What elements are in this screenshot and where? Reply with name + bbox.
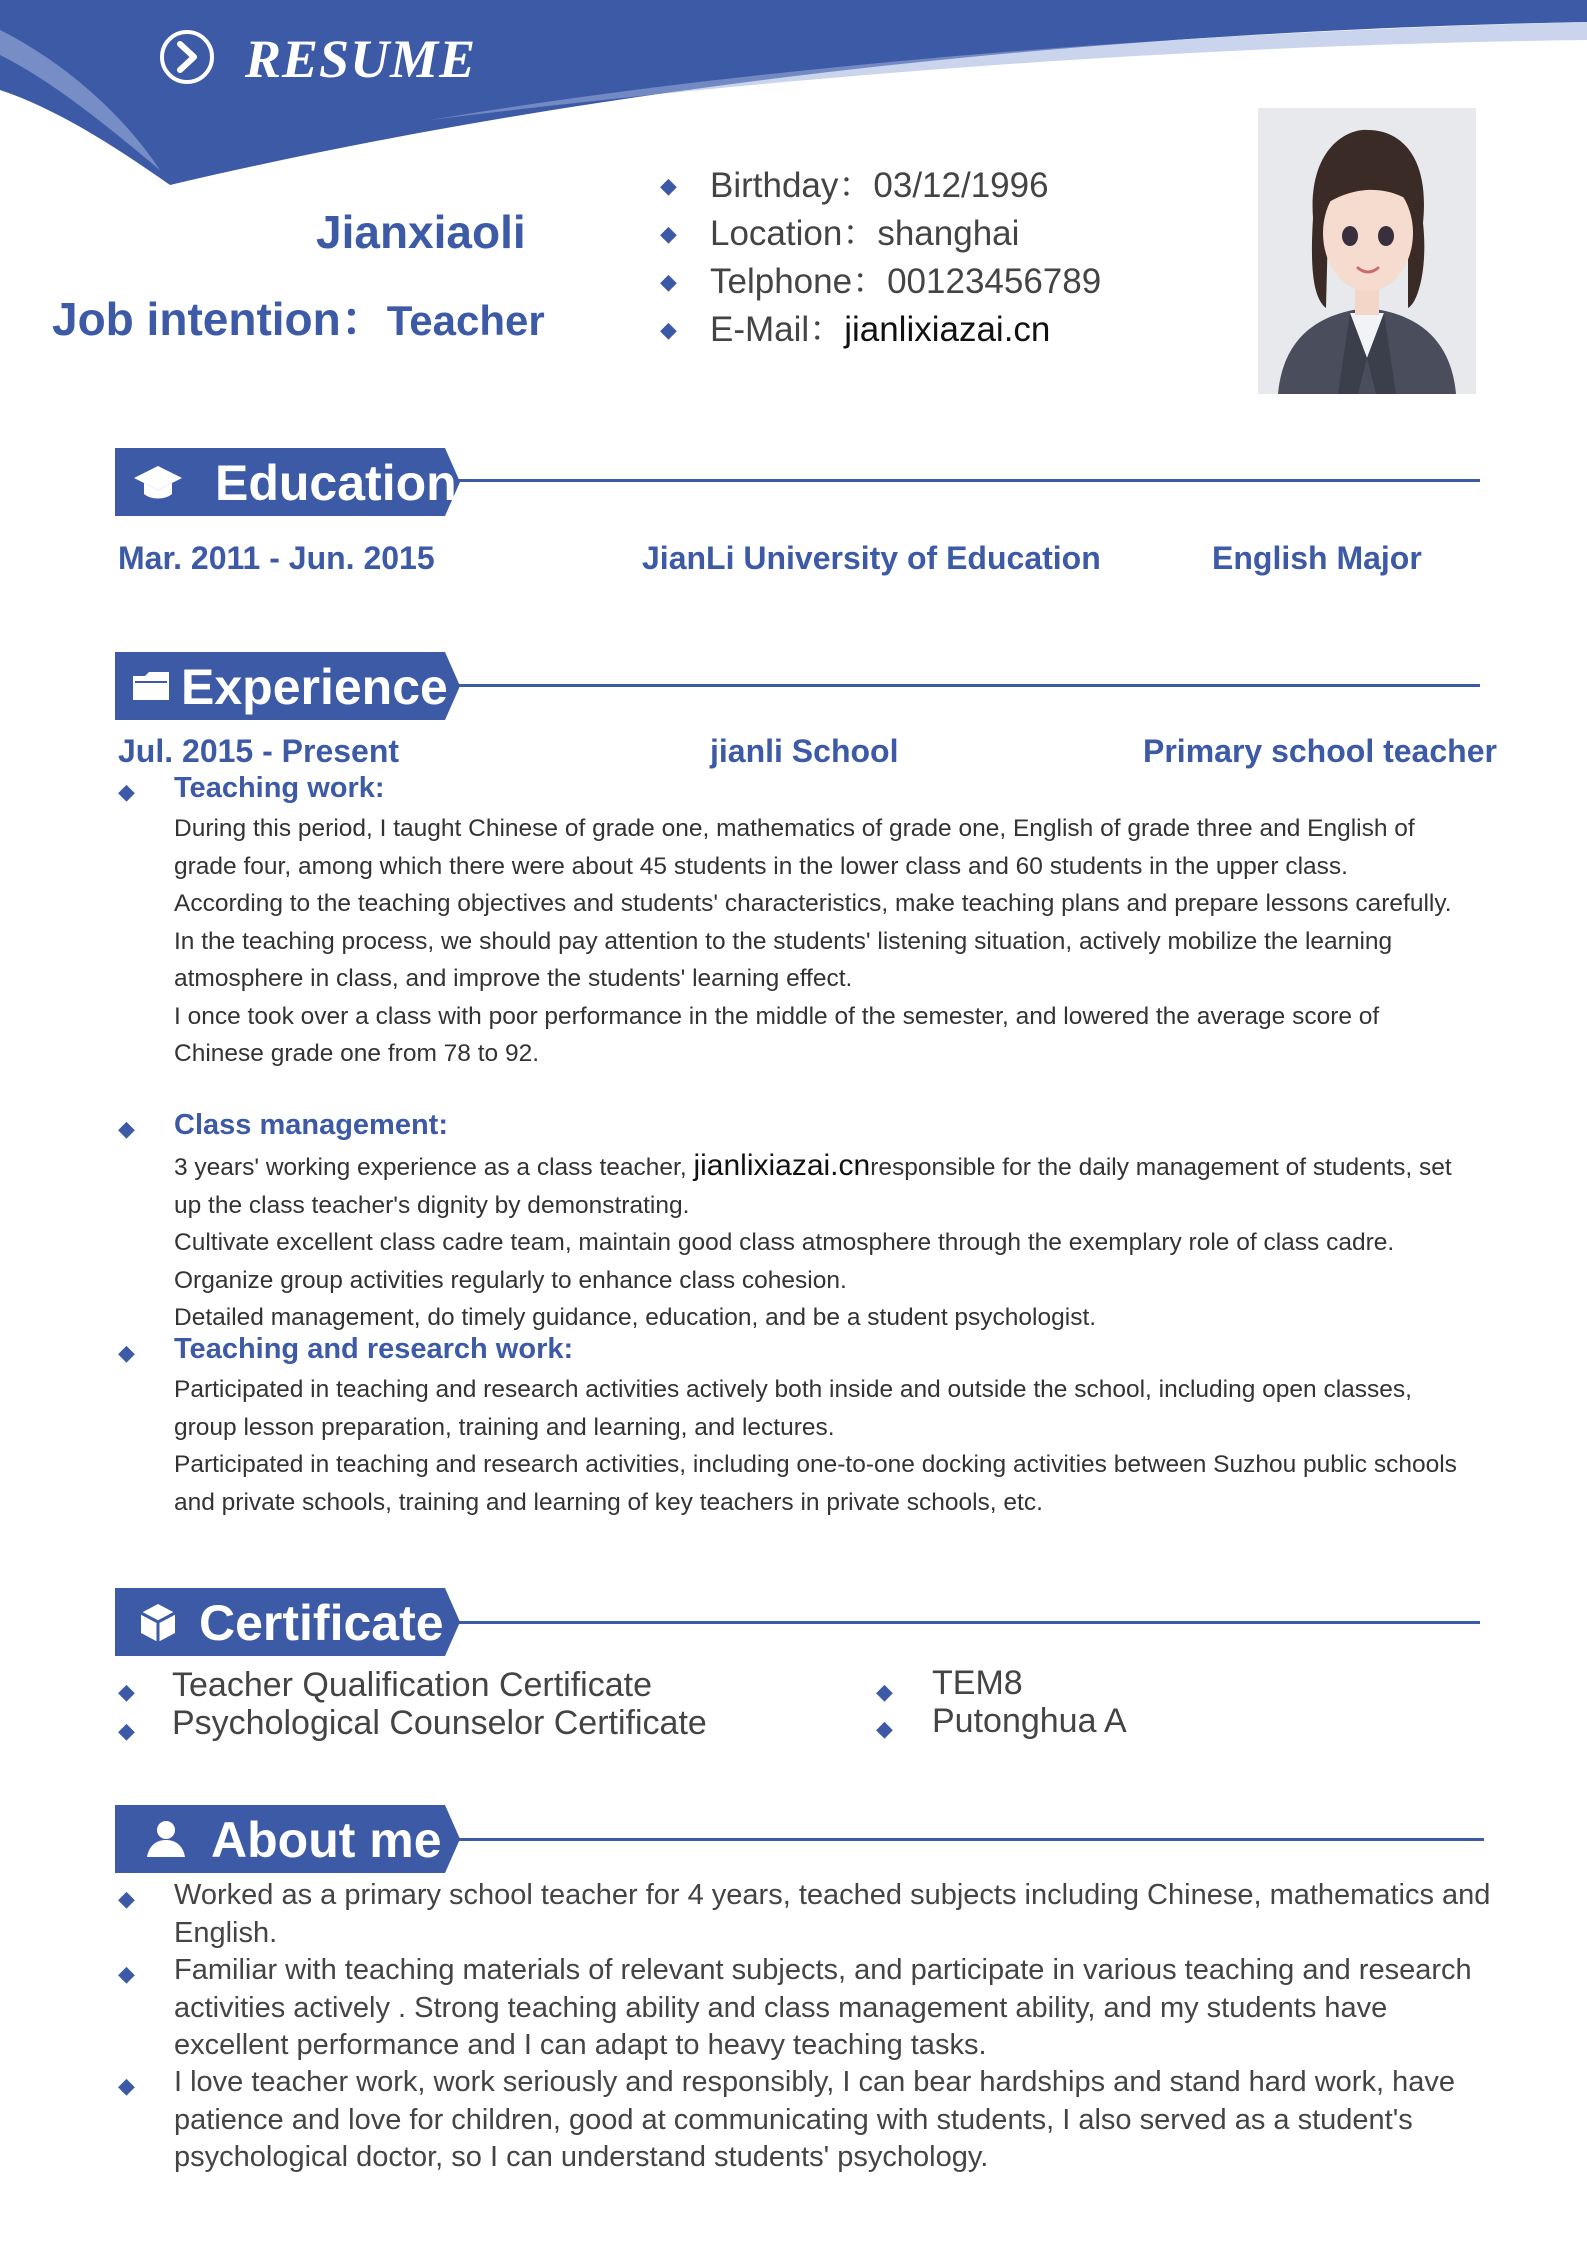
contact-info-list [656,162,1101,354]
diamond-bullet-icon: ◆ [660,221,677,246]
resume-title: RESUME [245,29,477,89]
diamond-bullet-icon: ◆ [118,1340,135,1365]
diamond-bullet-icon: ◆ [118,1718,135,1743]
text-line: In the teaching process, we should pay attention to the students' listening situation, actively mobilize the learning atmosphere in class, and improve the students' learning effect. [174,927,1393,992]
teaching-work-heading: Teaching work: [174,772,385,804]
text-fragment: 3 years' working experience as a class teacher, [174,1154,694,1181]
teaching-work-text [174,810,1474,1073]
info-location [656,210,1101,258]
info-label: Telphone： [710,262,888,301]
section-title: About me [211,1812,442,1868]
site-mark-text: jianlixiazai.cn [693,1149,871,1182]
diamond-bullet-icon: ◆ [876,1679,893,1704]
about-item: Worked as a primary school teacher for 4 years, teached subjects including Chinese, mathematics and English. [174,1879,1491,1949]
info-value: 00123456789 [887,262,1102,301]
text-line: I once took over a class with poor performance in the middle of the semester, and lowered the average score of Chinese grade one from 78 to 92. [174,1002,1380,1067]
certificate-item: Putonghua A [932,1702,1127,1740]
about-item: Familiar with teaching materials of relevant subjects, and participate in various teaching and research activities actively . Strong teaching ability and class management ability, and my students have excellent performance and I can adapt to heavy teaching tasks. [174,1954,1472,2061]
experience-company: jianli School [710,733,899,769]
text-fragment: responsible for the daily management of students, set up the class teacher's dignity by demonstrating. [174,1154,1452,1219]
text-line [174,1147,1474,1224]
diamond-bullet-icon: ◆ [118,779,135,804]
section-title: Certificate [199,1595,444,1651]
diamond-bullet-icon: ◆ [876,1716,893,1741]
class-management-text [174,1147,1474,1337]
diamond-bullet-icon: ◆ [118,1116,135,1141]
education-school: JianLi University of Education [642,540,1101,576]
text-line: Participated in teaching and research activities actively both inside and outside the school, including open classes, group lesson preparation, training and learning, and lectures. [174,1376,1412,1441]
info-telephone [656,258,1101,306]
diamond-bullet-icon: ◆ [660,269,677,294]
diamond-bullet-icon: ◆ [660,317,677,342]
section-divider [458,684,1480,687]
research-work-text [174,1371,1474,1521]
arrow-right-icon [158,28,216,86]
section-title: Education [215,455,457,511]
job-intention [52,283,545,349]
text-line: Detailed management, do timely guidance, education, and be a student psychologist. [174,1304,1097,1331]
text-line: During this period, I taught Chinese of grade one, mathematics of grade one, English of grade three and English of grade four, among which there were about 45 students in the lower class and 60 students in the upper class. [174,815,1415,880]
cube-icon [139,1602,177,1644]
info-value: jianlixiazai.cn [844,310,1051,349]
info-label: Birthday： [710,166,874,205]
info-value: 03/12/1996 [873,166,1049,205]
section-header-experience [115,652,460,720]
section-header-education [115,448,460,516]
info-value: shanghai [877,214,1020,253]
text-line: Participated in teaching and research activities, including one-to-one docking activities between Suzhou public schools and private schools, training and learning of key teachers in private schools, etc. [174,1451,1457,1516]
research-work-heading: Teaching and research work: [174,1333,574,1365]
job-intention-label: Job intention： [52,293,387,345]
section-divider [458,479,1480,482]
info-email [656,306,1101,354]
class-management-heading: Class management: [174,1109,448,1141]
info-label: E-Mail： [710,310,845,349]
text-line: Organize group activities regularly to enhance class cohesion. [174,1266,847,1294]
job-intention-value: Teacher [386,297,545,344]
applicant-name: Jianxiaoli [316,206,526,258]
section-divider [458,1621,1480,1624]
experience-period: Jul. 2015 - Present [118,733,400,769]
certificate-item: TEM8 [932,1664,1023,1702]
education-period: Mar. 2011 - Jun. 2015 [118,540,435,576]
info-label: Location： [710,214,878,253]
user-icon [143,1819,189,1859]
diamond-bullet-icon: ◆ [118,1679,135,1704]
folder-icon [131,670,171,704]
diamond-bullet-icon: ◆ [118,2073,135,2098]
section-divider [458,1838,1484,1841]
education-major: English Major [1212,540,1422,576]
section-header-certificate [115,1588,460,1656]
about-item: I love teacher work, work seriously and responsibly, I can bear hardships and stand hard work, have patience and love for children, good at communicating with students, I also served as a student's psychological doctor, so I can understand students' psychology. [174,2066,1455,2173]
certificate-item: Teacher Qualification Certificate [172,1666,653,1704]
diamond-bullet-icon: ◆ [118,1961,135,1986]
experience-position: Primary school teacher [1143,733,1497,769]
graduation-cap-icon [133,464,183,502]
text-line: Cultivate excellent class cadre team, maintain good class atmosphere through the exemplary role of class cadre. [174,1229,1395,1256]
info-birthday [656,162,1101,210]
section-title: Experience [181,659,448,715]
text-line: According to the teaching objectives and students' characteristics, make teaching plans and prepare lessons carefully. [174,890,1452,917]
profile-photo [1258,108,1476,394]
certificate-item: Psychological Counselor Certificate [172,1704,707,1742]
diamond-bullet-icon: ◆ [660,173,677,198]
diamond-bullet-icon: ◆ [118,1886,135,1911]
section-header-about [115,1805,460,1873]
